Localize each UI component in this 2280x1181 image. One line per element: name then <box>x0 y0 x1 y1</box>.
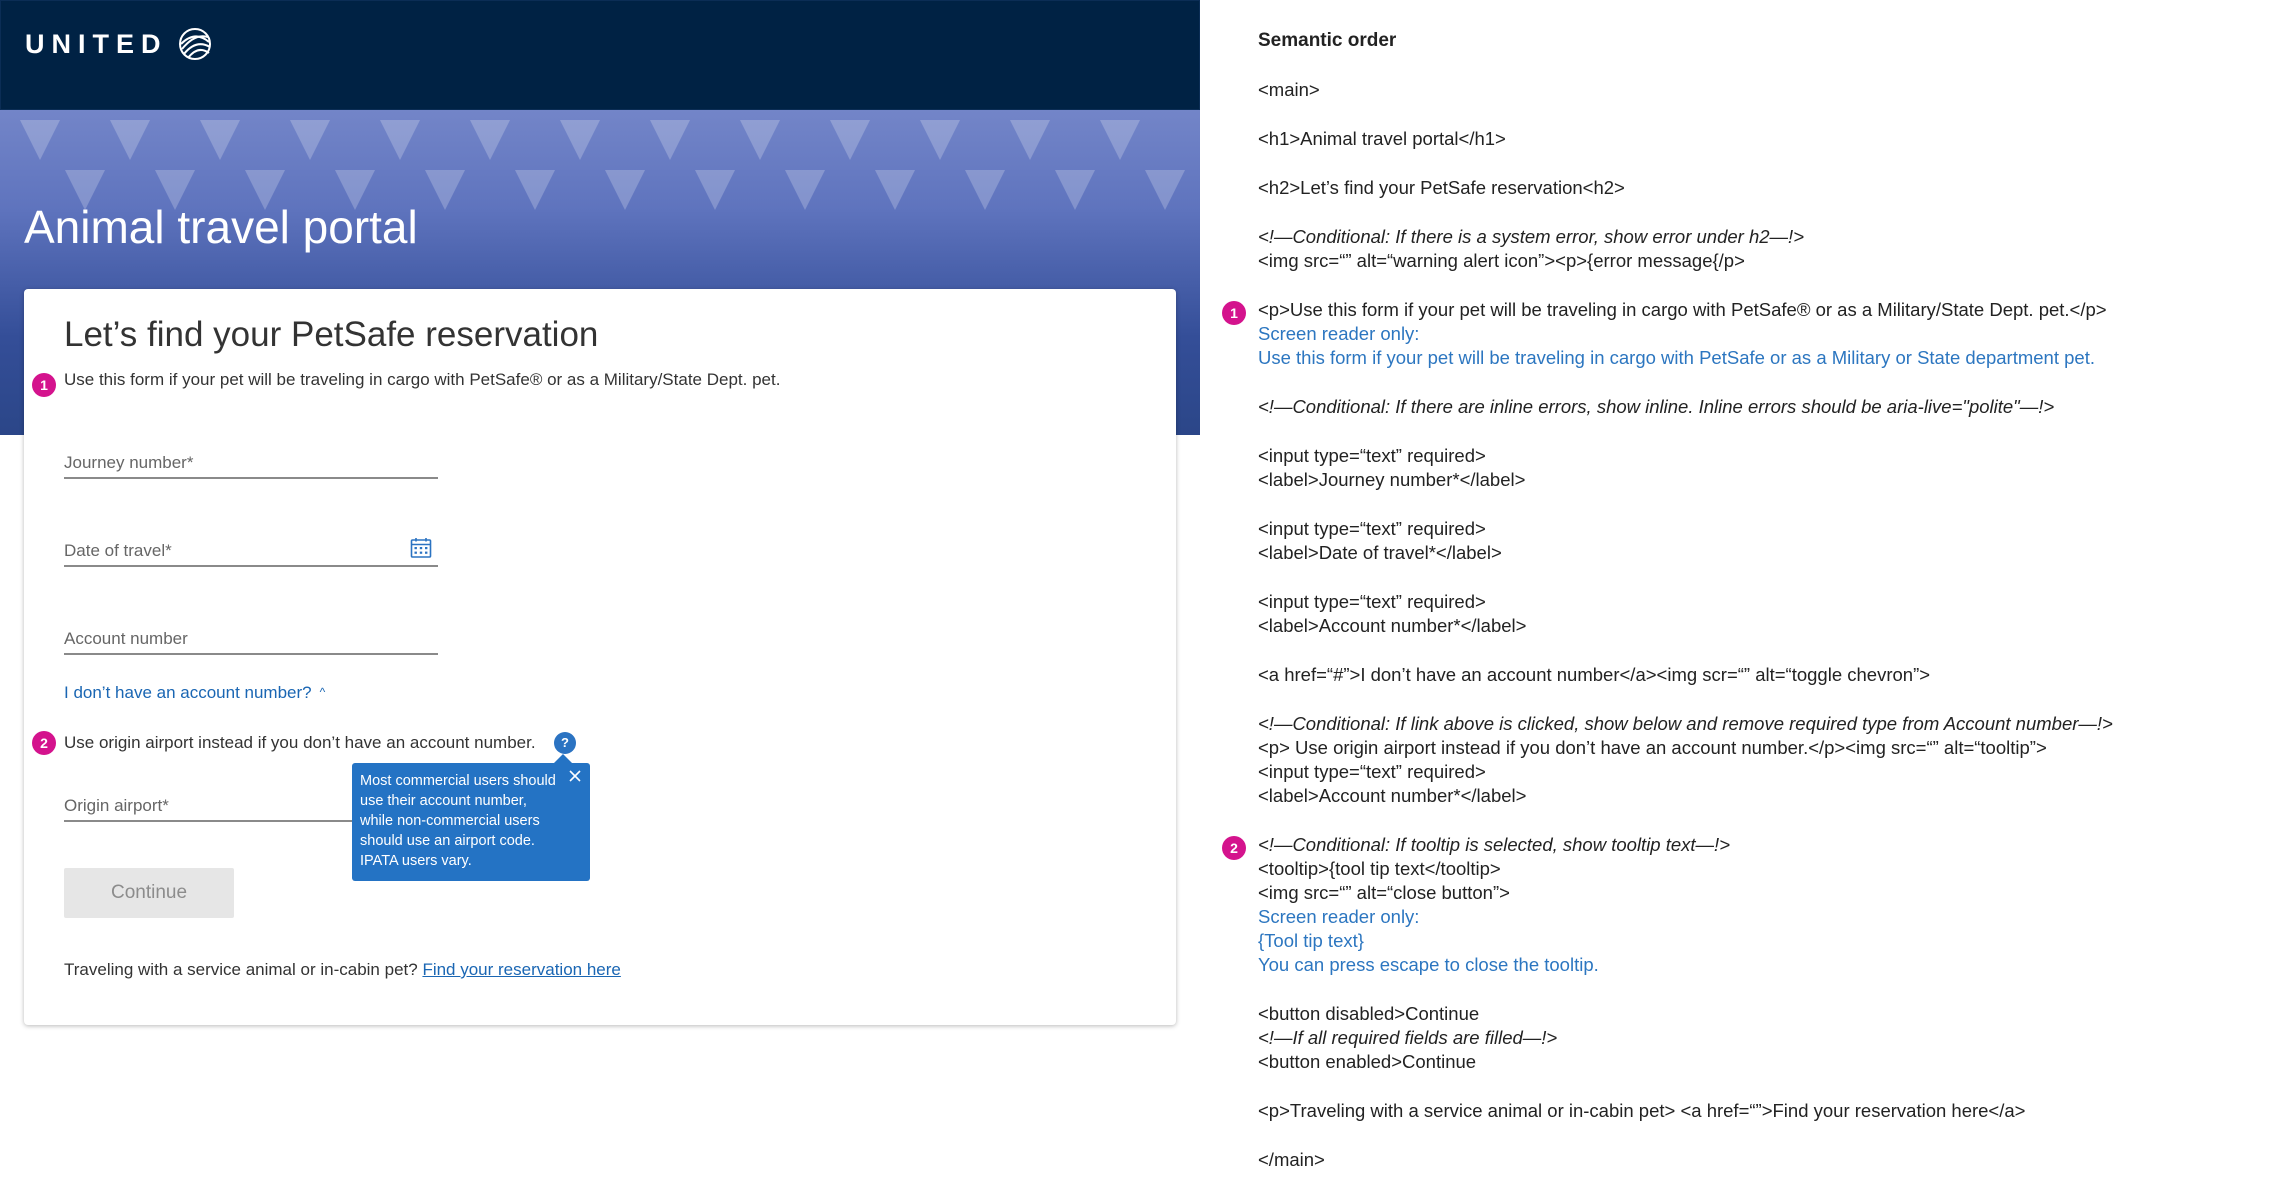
united-logo[interactable] <box>25 27 212 61</box>
screen-reader-text: You can press escape to close the tooltip. <box>1258 954 1599 975</box>
note-line: <!—Conditional: If there is a system error, show error under h2—!> <box>1258 226 1804 247</box>
tooltip-popup <box>352 763 590 881</box>
semantic-order-notes <box>1200 0 2280 1181</box>
origin-airport-field[interactable] <box>64 782 354 822</box>
account-number-field[interactable] <box>64 615 438 655</box>
note-line: <input type=“text” required> <box>1258 591 1486 612</box>
note-line: <input type=“text” required> <box>1258 518 1486 539</box>
screen-reader-label: Screen reader only: <box>1258 906 1420 927</box>
form-intro-text: Use this form if your pet will be traveling in cargo with PetSafe® or as a Military/State Dept. pet. <box>64 370 781 389</box>
account-number-label: Account number <box>64 629 188 648</box>
note-line: </main> <box>1258 1149 1325 1170</box>
service-animal-prompt: Traveling with a service animal or in-cabin pet? <box>64 960 418 979</box>
note-line: <!—Conditional: If link above is clicked, show below and remove required type from Account number—!> <box>1258 713 2113 734</box>
service-animal-text <box>64 960 621 980</box>
note-line: <p>Traveling with a service animal or in-cabin pet> <a href=“”>Find your reservation here</a> <box>1258 1100 2026 1121</box>
note-line: <p>Use this form if your pet will be traveling in cargo with PetSafe® or as a Military/State Dept. pet.</p> <box>1258 299 2107 320</box>
notes-heading: Semantic order <box>1258 30 1397 51</box>
note-line: <input type=“text” required> <box>1258 445 1486 466</box>
note-line: <p> Use origin airport instead if you don’t have an account number.</p><img src=“” alt=“tooltip”> <box>1258 737 2047 758</box>
continue-button[interactable]: Continue <box>64 868 234 918</box>
annotation-badge-2: 2 <box>1222 836 1246 860</box>
note-line: <label>Journey number*</label> <box>1258 469 1526 490</box>
annotation-badge-1: 1 <box>32 373 56 397</box>
annotation-badge-1: 1 <box>1222 301 1246 325</box>
no-account-number-link[interactable] <box>64 683 325 703</box>
screen-reader-text: Use this form if your pet will be traveling in cargo with PetSafe or as a Military or State department pet. <box>1258 347 2095 368</box>
note-line: <main> <box>1258 79 1320 100</box>
help-tooltip-icon[interactable]: ? <box>554 732 576 754</box>
note-line: <label>Account number*</label> <box>1258 615 1527 636</box>
note-line: <tooltip>{tool tip text</tooltip> <box>1258 858 1501 879</box>
note-line: <label>Date of travel*</label> <box>1258 542 1502 563</box>
screen-reader-label: Screen reader only: <box>1258 323 1420 344</box>
close-icon[interactable] <box>566 767 584 785</box>
chevron-up-icon: ^ <box>319 685 326 699</box>
note-line: <h1>Animal travel portal</h1> <box>1258 128 1506 149</box>
note-line: <!—Conditional: If there are inline errors, show inline. Inline errors should be aria-live="polite"—!> <box>1258 396 2055 417</box>
origin-airport-instruction: Use origin airport instead if you don’t have an account number. <box>64 733 536 752</box>
note-line: <!—Conditional: If tooltip is selected, show tooltip text—!> <box>1258 834 1730 855</box>
page-title: Animal travel portal <box>24 201 418 253</box>
top-header-bar <box>0 0 1200 110</box>
brand-wordmark: UNITED <box>25 28 168 59</box>
journey-number-field[interactable] <box>64 439 438 479</box>
globe-icon <box>178 27 212 61</box>
date-of-travel-field[interactable] <box>64 527 438 567</box>
note-line: <h2>Let’s find your PetSafe reservation<h2> <box>1258 177 1625 198</box>
origin-airport-label: Origin airport* <box>64 796 169 815</box>
screen-reader-text: {Tool tip text} <box>1258 930 1364 951</box>
calendar-icon[interactable] <box>410 537 432 559</box>
note-line: <a href=“#”>I don’t have an account number</a><img scr=“” alt=“toggle chevron”> <box>1258 664 1931 685</box>
no-account-number-link-label: I don’t have an account number? <box>64 683 312 702</box>
note-line: <!—If all required fields are filled—!> <box>1258 1027 1558 1048</box>
note-line: <img src=“” alt=“warning alert icon”><p>{error message{/p> <box>1258 250 1745 271</box>
note-line: <label>Account number*</label> <box>1258 785 1527 806</box>
note-line: <button disabled>Continue <box>1258 1003 1480 1024</box>
date-of-travel-label: Date of travel* <box>64 541 172 560</box>
find-reservation-link[interactable]: Find your reservation here <box>422 960 621 979</box>
note-line: <input type=“text” required> <box>1258 761 1486 782</box>
tooltip-text: Most commercial users should use their account number, while non-commercial users should use an airport code. IPATA users vary. <box>360 773 556 869</box>
journey-number-label: Journey number* <box>64 453 194 472</box>
form-title: Let’s find your PetSafe reservation <box>64 315 599 354</box>
note-line: <button enabled>Continue <box>1258 1051 1477 1072</box>
note-line: <img src=“” alt=“close button”> <box>1258 882 1510 903</box>
annotation-badge-2: 2 <box>32 731 56 755</box>
reservation-form-card <box>24 289 1176 1025</box>
